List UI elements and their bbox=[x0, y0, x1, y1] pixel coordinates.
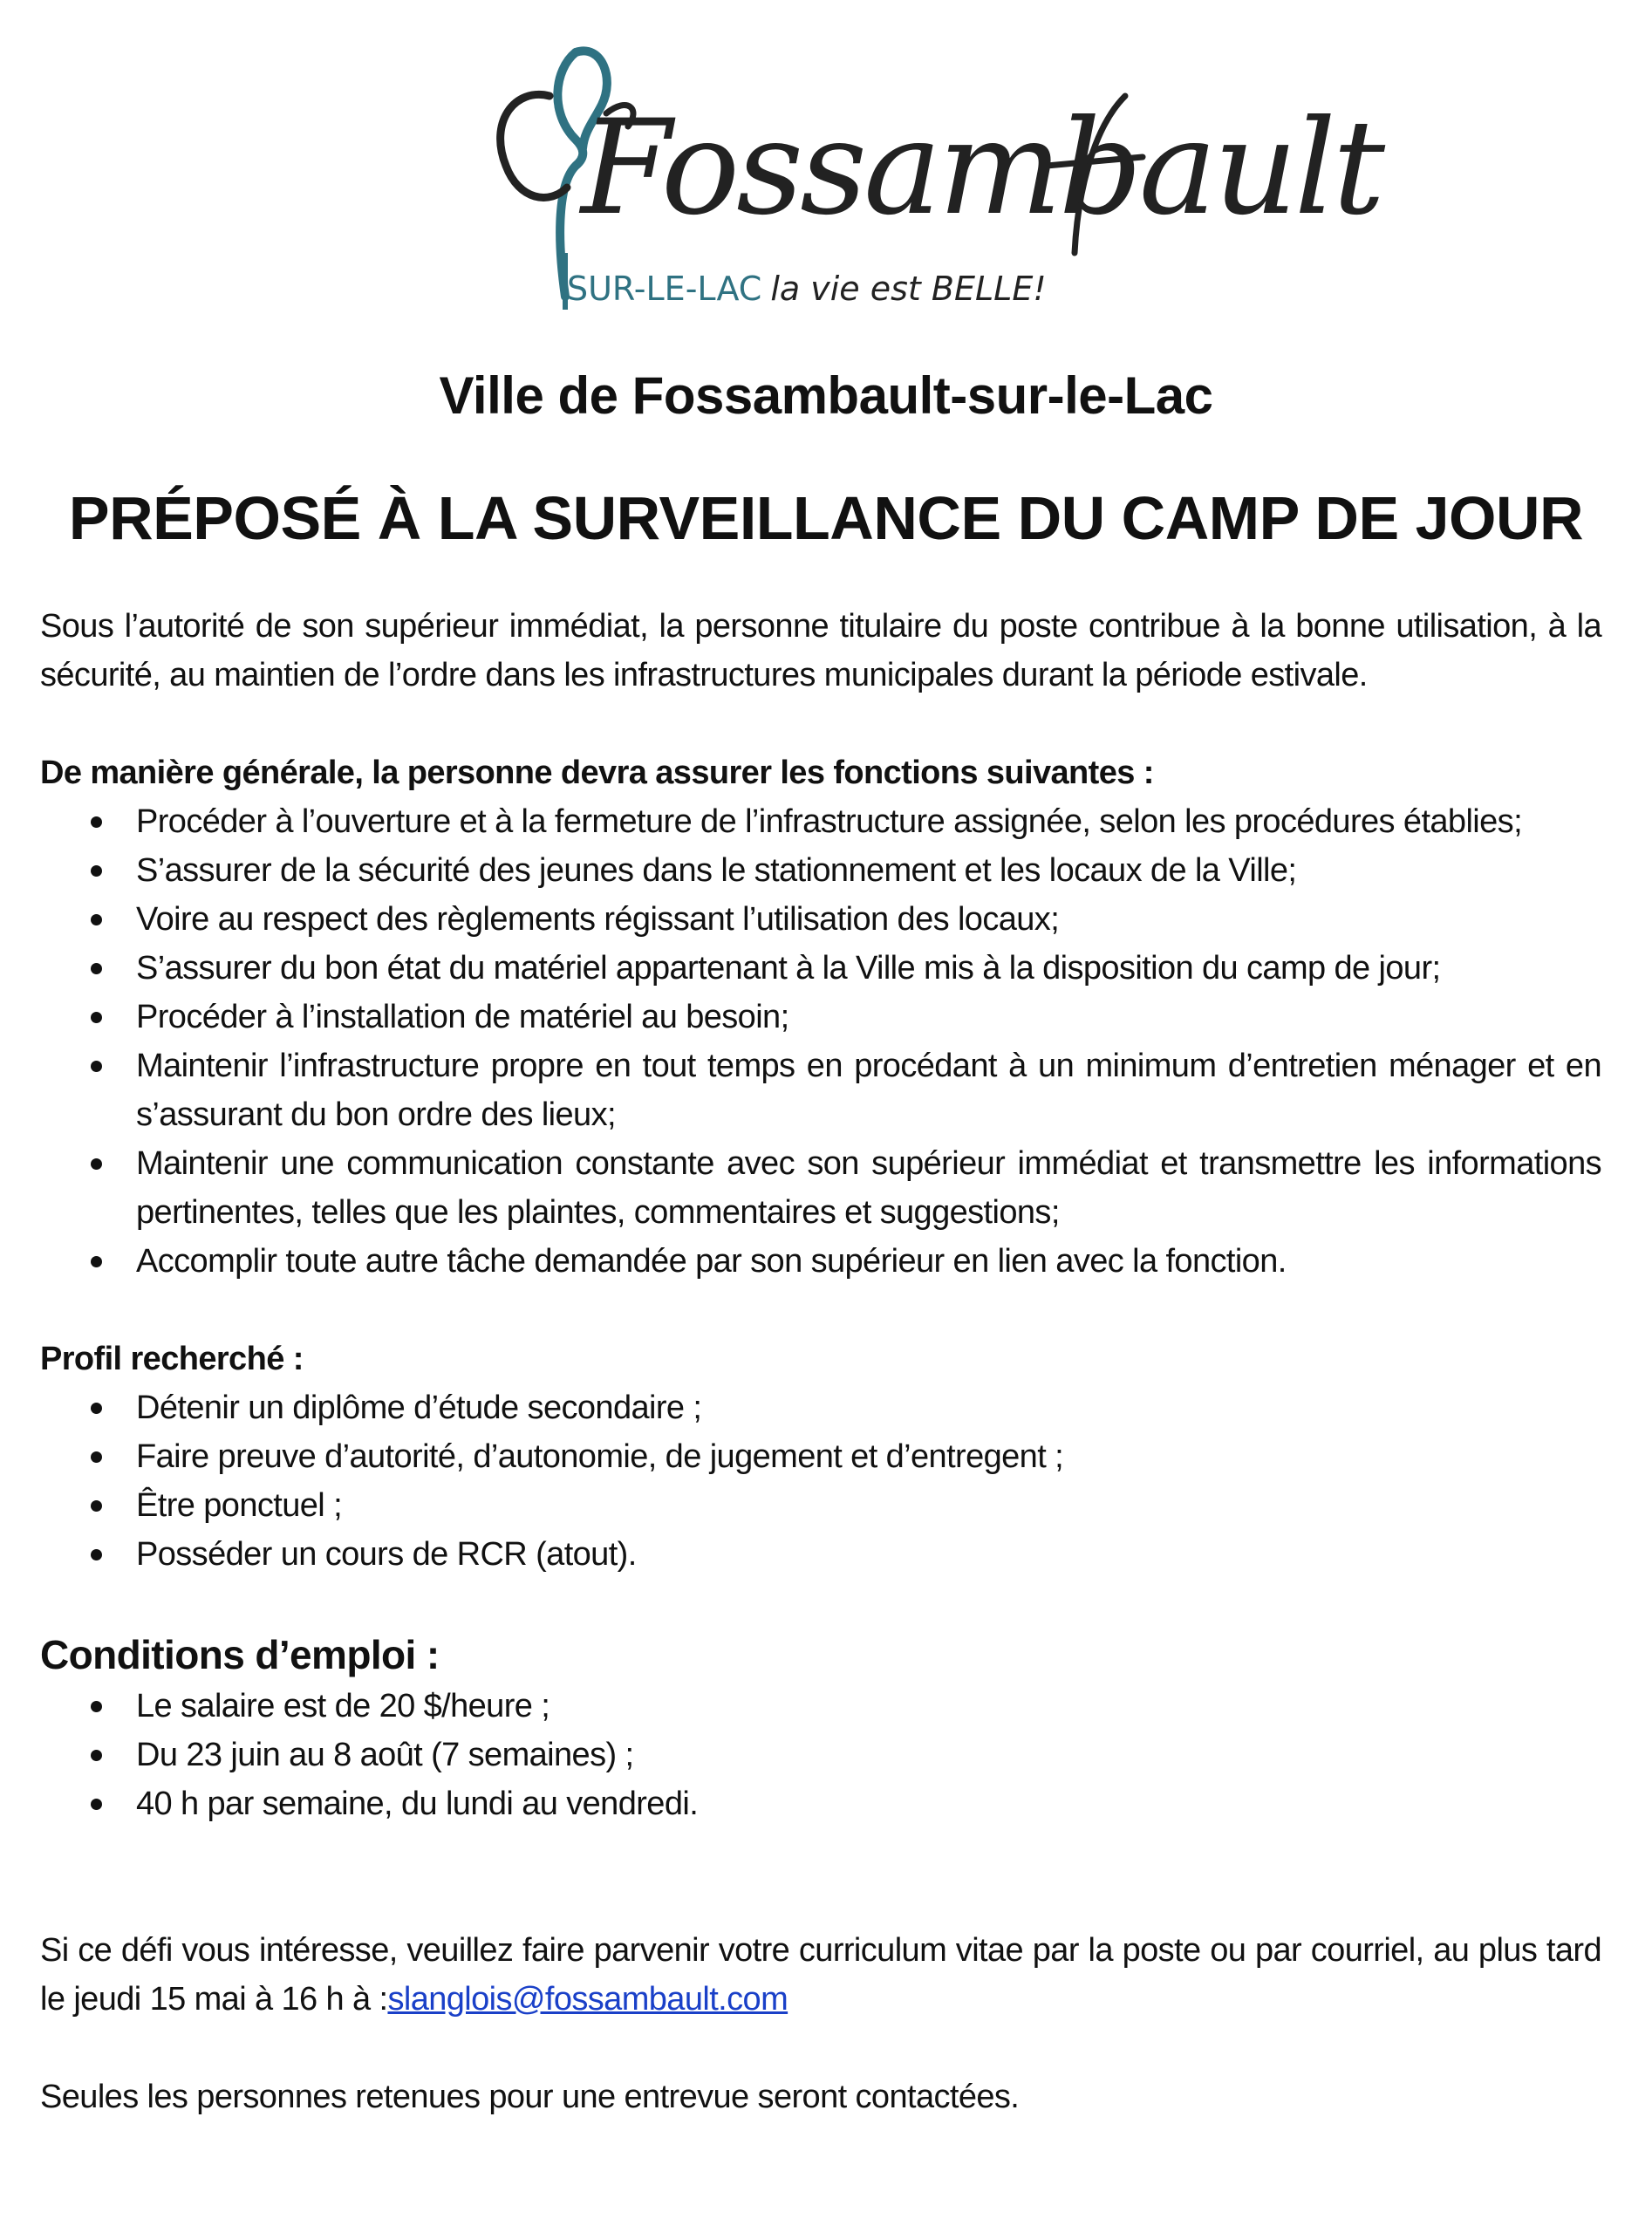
logo-motto: la vie est BELLE! bbox=[770, 270, 1047, 308]
list-item: Maintenir une communication constante avec son supérieur immédiat et transmettre les informations pertinentes, telles que les plaintes, commentaires et suggestions; bbox=[136, 1139, 1601, 1237]
list-item: Maintenir l’infrastructure propre en tout temps en procédant à un minimum d’entretien ménager et en s’assurant du bon ordre des lieux; bbox=[136, 1041, 1601, 1139]
closing-note: Seules les personnes retenues pour une entrevue seront contactées. bbox=[40, 2079, 1020, 2115]
logo-town: SUR-LE-LAC bbox=[567, 270, 762, 308]
logo-tagline bbox=[567, 270, 1047, 308]
fossambault-logo bbox=[454, 35, 1382, 331]
duties-list bbox=[40, 797, 1601, 1286]
apply-text: Si ce défi vous intéresse, veuillez faire parvenir votre curriculum vitae par la poste ou par courriel, au plus tard le jeudi 15 mai à 16 h à : bbox=[40, 1932, 1601, 2018]
profile-heading: Profil recherché : bbox=[40, 1341, 304, 1377]
list-item: Procéder à l’installation de matériel au besoin; bbox=[136, 993, 1601, 1041]
apply-paragraph bbox=[40, 1926, 1601, 2024]
list-item: S’assurer du bon état du matériel appartenant à la Ville mis à la disposition du camp de jour; bbox=[136, 944, 1601, 993]
duties-heading: De manière générale, la personne devra assurer les fonctions suivantes : bbox=[40, 755, 1154, 791]
intro-paragraph: Sous l’autorité de son supérieur immédiat, la personne titulaire du poste contribue à la bonne utilisation, à la sécurité, au maintien de l’ordre dans les infrastructures municipales durant la période estivale. bbox=[40, 608, 1601, 693]
list-item: Voire au respect des règlements régissant l’utilisation des locaux; bbox=[136, 895, 1601, 944]
list-item: Faire preuve d’autorité, d’autonomie, de jugement et d’entregent ; bbox=[136, 1432, 1601, 1481]
posting-body bbox=[40, 602, 1601, 2121]
list-item: Détenir un diplôme d’étude secondaire ; bbox=[136, 1383, 1601, 1432]
list-item: S’assurer de la sécurité des jeunes dans le stationnement et les locaux de la Ville; bbox=[136, 846, 1601, 895]
profile-list bbox=[40, 1383, 1601, 1579]
list-item: Être ponctuel ; bbox=[136, 1481, 1601, 1530]
list-item: Du 23 juin au 8 août (7 semaines) ; bbox=[136, 1731, 1601, 1779]
list-item: Le salaire est de 20 $/heure ; bbox=[136, 1682, 1601, 1731]
job-title: PRÉPOSÉ À LA SURVEILLANCE DU CAMP DE JOUR bbox=[68, 484, 1584, 552]
conditions-heading: Conditions d’emploi : bbox=[40, 1632, 440, 1677]
organization-name: Ville de Fossambault-sur-le-Lac bbox=[439, 366, 1213, 425]
list-item: Posséder un cours de RCR (atout). bbox=[136, 1530, 1601, 1579]
email-link[interactable]: slanglois@fossambault.com bbox=[387, 1981, 788, 2018]
conditions-list bbox=[40, 1682, 1601, 1828]
list-item: 40 h par semaine, du lundi au vendredi. bbox=[136, 1779, 1601, 1828]
list-item: Accomplir toute autre tâche demandée par son supérieur en lien avec la fonction. bbox=[136, 1237, 1601, 1286]
logo-wordmark: Fossambault bbox=[581, 92, 1382, 244]
list-item: Procéder à l’ouverture et à la fermeture de l’infrastructure assignée, selon les procédures établies; bbox=[136, 797, 1601, 846]
